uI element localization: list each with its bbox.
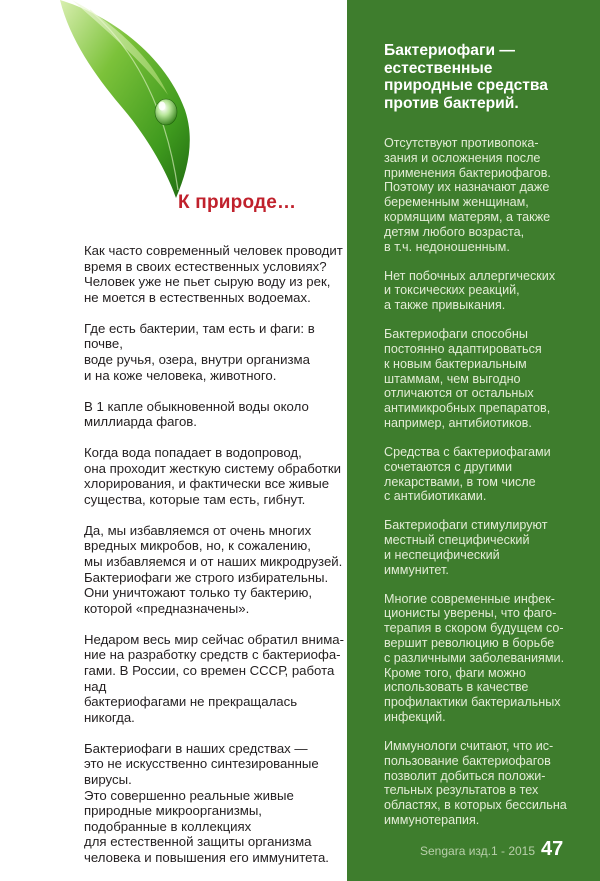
sidebar-title: Бактериофаги — естественные природные средства против бактерий. [384, 42, 548, 112]
sidebar-paragraph: Нет побочных аллергических и токсических реакций, а также привыкания. [384, 268, 556, 313]
paragraph: Когда вода попадает в водопровод, она проходит жесткую систему обработки хлорирования, и фактически все живые существа, которые там есть, гибнут. [84, 445, 341, 507]
page-footer [420, 838, 563, 860]
water-drop-icon [155, 99, 177, 125]
left-article-body [84, 243, 346, 881]
sidebar-paragraph: Бактериофаги способны постоянно адаптироваться к новым бактериальным штаммам, чем выгодно отличаются от остальных антимикробных препаратов, например, антибиотиков. [384, 327, 551, 430]
leaf-illustration [0, 0, 340, 205]
page-number: 47 [541, 838, 564, 860]
sidebar-paragraph: Средства с бактериофагами сочетаются с другими лекарствами, в том числе с антибиотиками. [384, 444, 551, 504]
paragraph: Где есть бактерии, там есть и фаги: в почве, воде ручья, озера, внутри организма и на коже человека, животного. [84, 320, 315, 383]
paragraph: Как часто современный человек проводит время в своих естественных условиях? Человек уже не пьет сырую воду из рек, не моется в естественных водоемах. [84, 243, 343, 305]
paragraph: В 1 капле обыкновенной воды около миллиарда фагов. [84, 398, 309, 430]
sidebar-paragraph: Иммунологи считают, что ис- пользование бактериофагов позволит добиться положи- тельных результатов в тех областях, в которых бессильна иммунотерапия. [384, 739, 567, 827]
section-heading: К природе… [178, 192, 297, 213]
paragraph: Бактериофаги в наших средствах — это не искусственно синтезированные вирусы. Это совершенно реальные живые природные микроорганизмы, подобранные в коллекциях для естественной защиты организма человека и повышения его иммунитета. [84, 740, 329, 865]
sidebar-body [384, 136, 594, 842]
paragraph: Недаром весь мир сейчас обратил внима- ние на разработку средств с бактериофа- гами. В России, со времен СССР, работа над бактериофагами не прекращалась никогда. [84, 631, 344, 725]
paragraph: Да, мы избавляемся от очень многих вредных микробов, но, к сожалению, мы избавляемся и от наших микродрузей. Бактериофаги же строго избирательны. Они уничтожают только ту бактерию, которой «предназначены». [84, 522, 343, 616]
sidebar-paragraph: Отсутствуют противопока- зания и осложнения после применения бактериофагов. Поэтому их назначают даже беременным женщинам, кормящим матерям, а также детям любого возраста, в т.ч. недоношенным. [384, 136, 551, 254]
sidebar-paragraph: Многие современные инфек- ционисты уверены, что фаго- терапия в скором будущем со- вершит революцию в борьбе с различными заболеваниями. Кроме того, фаги можно использовать в качестве профилактики бактериальных инфекций. [384, 591, 565, 725]
publication-info: Sengara изд.1 - 2015 [420, 844, 536, 858]
sidebar-paragraph: Бактериофаги стимулируют местный специфический и неспецифический иммунитет. [384, 518, 548, 577]
